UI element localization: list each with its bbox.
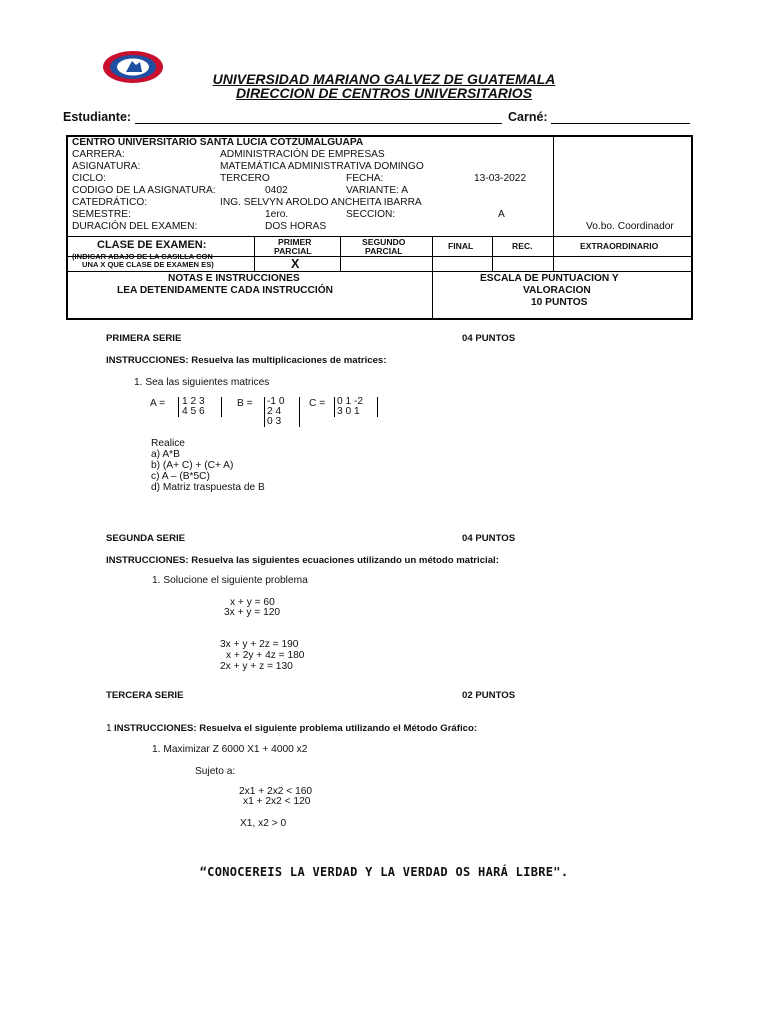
carrera-value: ADMINISTRACIÓN DE EMPRESAS [220, 149, 385, 160]
codigo-label: CODIGO DE LA ASIGNATURA: [72, 185, 216, 196]
matrix-c-label: C = [309, 398, 326, 409]
carrera-label: CARRERA: [72, 149, 125, 160]
catedratico-value: ING. SELVYN AROLDO ANCHEITA IBARRA [220, 197, 422, 208]
ciclo-label: CICLO: [72, 173, 106, 184]
serie3-instructions: INSTRUCCIONES: Resuelva el siguiente problema utilizando el Método Gráfico: [114, 723, 478, 734]
notes-text: LEA DETENIDAMENTE CADA INSTRUCCIÓN [117, 285, 334, 296]
serie3-instr-number: 1 [106, 723, 112, 734]
serie1-instructions: INSTRUCCIONES: Resuelva las multiplicaciones de matrices: [106, 355, 387, 366]
exam-type-label: CLASE DE EXAMEN: [97, 239, 207, 251]
primer-parcial-label-2: PARCIAL [274, 246, 312, 256]
exercise-a: a) A*B [151, 449, 180, 460]
primer-parcial-label-1: PRIMER [278, 237, 312, 247]
student-label: Estudiante: [63, 110, 132, 124]
scale-title-1: ESCALA DE PUNTUACION Y [480, 273, 619, 284]
restriction-1: 2x1 + 2x2 < 160 [239, 786, 313, 797]
duracion-value: DOS HORAS [265, 221, 327, 232]
serie2-instructions: INSTRUCCIONES: Resuelva las siguientes ecuaciones utilizando un método matricial: [106, 555, 499, 566]
matrix-a-row-1: 1 2 3 [182, 396, 205, 407]
serie2-title: SEGUNDA SERIE [106, 533, 186, 544]
serie1-points: 04 PUNTOS [462, 333, 516, 344]
serie1-title: PRIMERA SERIE [106, 333, 182, 344]
exercise-d: d) Matriz traspuesta de B [151, 482, 265, 493]
exercise-c: c) A – (B*5C) [151, 471, 210, 482]
equation-5: 2x + y + z = 130 [220, 661, 293, 672]
seccion-value: A [498, 209, 505, 220]
sujeto-label: Sujeto a: [195, 766, 236, 777]
matrix-b-row-2: 2 4 [267, 406, 282, 417]
primer-parcial-mark: X [291, 257, 300, 271]
scale-title-3: 10 PUNTOS [531, 297, 588, 308]
variante: VARIANTE: A [346, 185, 409, 196]
restriction-3: X1, x2 > 0 [240, 818, 287, 829]
matrix-a-row-2: 4 5 6 [182, 406, 205, 417]
closing-quote: “CONOCEREIS LA VERDAD Y LA VERDAD OS HARÁ LIBRE". [199, 865, 569, 879]
carne-field[interactable] [551, 123, 690, 124]
scale-title-2: VALORACION [523, 285, 591, 296]
fecha-label: FECHA: [346, 173, 384, 184]
extraordinario-label: EXTRAORDINARIO [580, 241, 659, 251]
vobo-coordinador: Vo.bo. Coordinador [586, 221, 674, 232]
catedratico-label: CATEDRÁTICO: [72, 197, 148, 208]
exercise-b: b) (A+ C) + (C+ A) [151, 460, 234, 471]
asignatura-value: MATEMÁTICA ADMINISTRATIVA DOMINGO [220, 161, 424, 172]
exam-type-note-1: (INDICAR ABAJO DE LA CASILLA CON [72, 252, 213, 261]
notes-title: NOTAS E INSTRUCCIONES [168, 273, 300, 284]
equation-1: x + y = 60 [230, 597, 275, 608]
matrix-c-row-2: 3 0 1 [337, 406, 360, 417]
duracion-label: DURACIÓN DEL EXAMEN: [72, 221, 198, 232]
matrix-b-row-1: -1 0 [267, 396, 285, 407]
rec-label: REC. [512, 241, 533, 251]
serie1-item-1: 1. Sea las siguientes matrices [134, 377, 270, 388]
semestre-label: SEMESTRE: [72, 209, 131, 220]
segundo-parcial-label-1: SEGUNDO [362, 237, 406, 247]
matrix-b-label: B = [237, 398, 253, 409]
direction-title: DIRECCION DE CENTROS UNIVERSITARIOS [235, 85, 533, 101]
restriction-2: x1 + 2x2 < 120 [243, 796, 311, 807]
matrix-b-row-3: 0 3 [267, 416, 282, 427]
exam-type-note-2: UNA X QUE CLASE DE EXAMEN ES) [82, 260, 214, 269]
asignatura-label: ASIGNATURA: [72, 161, 141, 172]
serie3-points: 02 PUNTOS [462, 690, 516, 701]
serie2-item-1: 1. Solucione el siguiente problema [152, 575, 308, 586]
equation-3: 3x + y + 2z = 190 [220, 639, 299, 650]
carne-label: Carné: [508, 110, 548, 124]
semestre-value: 1ero. [265, 209, 289, 220]
university-title: UNIVERSIDAD MARIANO GALVEZ DE GUATEMALA [212, 71, 556, 87]
segundo-parcial-label-2: PARCIAL [365, 246, 403, 256]
equation-4: x + 2y + 4z = 180 [226, 650, 305, 661]
seccion-label: SECCION: [346, 209, 396, 220]
matrix-a-label: A = [150, 398, 166, 409]
serie2-points: 04 PUNTOS [462, 533, 516, 544]
codigo-value: 0402 [265, 185, 288, 196]
realice-label: Realice [151, 438, 185, 449]
fecha-value: 13-03-2022 [474, 173, 527, 184]
ciclo-value: TERCERO [220, 173, 270, 184]
equation-2: 3x + y = 120 [224, 607, 281, 618]
final-label: FINAL [448, 241, 474, 251]
centro-name: CENTRO UNIVERSITARIO SANTA LUCIA COTZUMALGUAPA [72, 137, 364, 148]
student-field[interactable] [135, 123, 502, 124]
serie3-item-1: 1. Maximizar Z 6000 X1 + 4000 x2 [152, 744, 308, 755]
serie3-title: TERCERA SERIE [106, 690, 184, 701]
matrix-c-row-1: 0 1 -2 [337, 396, 364, 407]
